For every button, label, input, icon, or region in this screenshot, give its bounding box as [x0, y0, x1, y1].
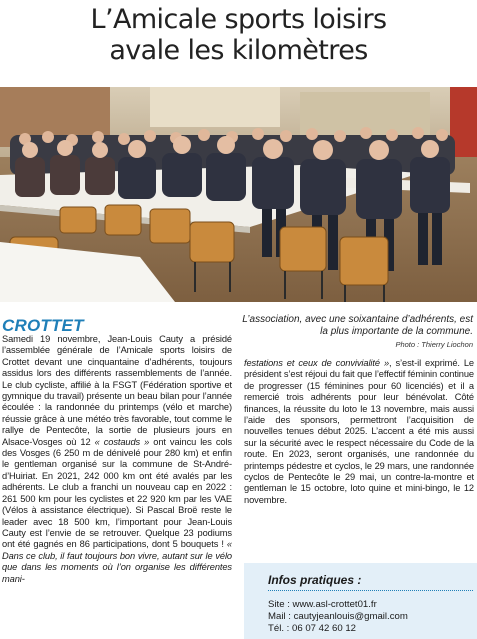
headline-line-2: avale les kilomètres	[109, 35, 368, 66]
body-text: Samedi 19 novembre, Jean-Louis Cauty a présidé l’assemblée générale de l’Amicale sports loisirs de Crottet devant une cinquantaine d’adhérents, toujours assidus lors des différents rassemblements de l’année. Le club cycliste, affilié à la FSGT (Fédération sportive et gymnique du travail) présente un beau bilan pour l’année écoulée : la randonnée du printemps (vélo et marche) réussie grâce à une météo très favorable, tout comme le rallye de Pentecôte, la sortie de plusieurs jours en Alsace-Vosges où 12	[2, 334, 232, 447]
info-mail: Mail : cautyjeanlouis@gmail.com	[268, 611, 408, 623]
body-quote: festations et ceux de convivialité »	[244, 358, 390, 368]
info-title: Infos pratiques :	[268, 573, 362, 587]
photo-caption	[237, 314, 473, 350]
info-box	[244, 563, 477, 639]
info-divider	[268, 590, 473, 591]
article-column-1	[2, 334, 232, 585]
info-lines	[268, 599, 408, 636]
article-photo	[0, 87, 477, 302]
body-text: , s’est-il exprimé. Le président s’est réjoui du fait que l’effectif féminin continue de progresser (15 féminines pour 60 licenciés) et il a remercié trois adhérents pour leur bénévolat. Côté finances, la réussite du loto le 13 novembre, mais aussi l’aide des sponsors, permettront l’acquisition de nouvelles tenues début 2025. L’accent a été mis aussi sur la sécurité avec le respect nécessaire du Code de la route. En 2023, seront organisés, une randonnée du printemps pédestre et cyclos, le 29 mars, une randonnée cyclos de Pentecôte le 29 mai, un contre-la-montre et gentleman le 15 octobre, loto quine et mini-bingo, le 12 novembre.	[244, 358, 474, 505]
headline	[0, 4, 477, 66]
body-quote: « Dans ce club, il faut toujours bon vivre, autant sur le vélo que dans les moments où l’on organise les différentes mani-	[2, 539, 232, 584]
location-label: CROTTET	[2, 316, 84, 335]
body-text: ont vaincu les cols des Vosges (6 250 m de dénivelé pour 280 km) et enfin le gentleman organisé sur la commune de St-André-d’Huiriat. En 2021, 242 000 km ont été avalés par les adhérents. Le club a franchi un nouveau cap en 2022 : 261 500 km pour les cyclistes et 22 920 km par les VAE (Vélos à assistance électrique). Si Pascal Broë reste le leader avec 18 500 km, l’important pour Jean-Louis Cauty est l’envie de se retrouver. Quelque 23 podiums ont été gagnés en 86 participations, dont 5 bouquets !	[2, 436, 232, 550]
body-paragraph	[244, 358, 474, 506]
info-tel: Tél. : 06 07 42 60 12	[268, 623, 357, 635]
caption-text: L’association, avec une soixantaine d’adhérents, est la plus importante de la commune.	[242, 314, 473, 337]
photo-credit: Photo : Thierry Liochon	[395, 340, 473, 349]
body-emphasis: « costauds »	[94, 436, 150, 447]
info-site: Site : www.asl-crottet01.fr	[268, 599, 377, 610]
article-column-2	[244, 358, 474, 506]
body-paragraph	[2, 334, 232, 585]
headline-line-1: L’Amicale sports loisirs	[90, 4, 387, 35]
